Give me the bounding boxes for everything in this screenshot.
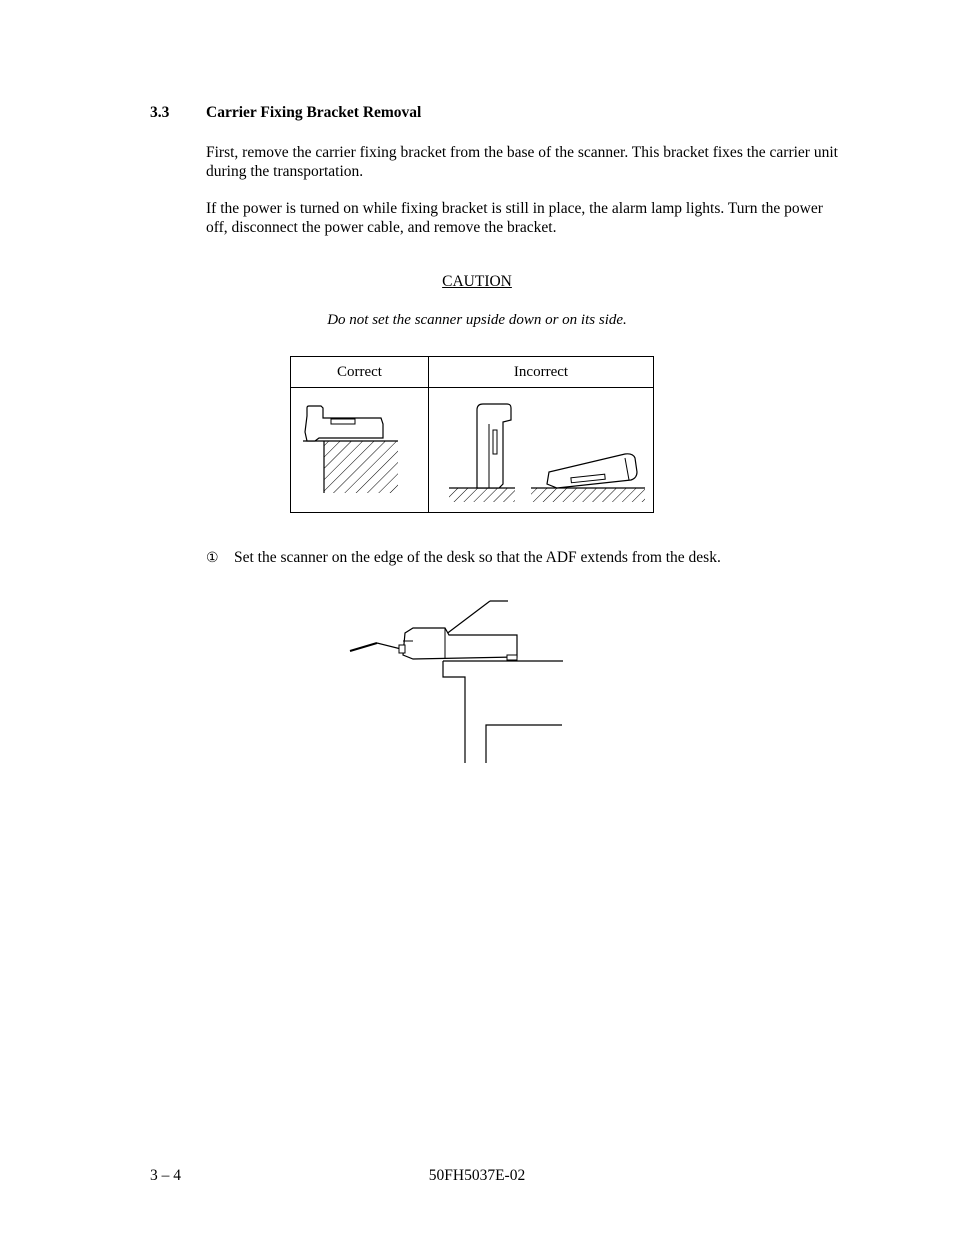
scanner-flat-on-desk-illustration xyxy=(291,388,428,512)
scanner-on-desk-edge-illustration xyxy=(345,595,570,770)
header-correct: Correct xyxy=(291,357,429,388)
section-title: Carrier Fixing Bracket Removal xyxy=(206,104,422,121)
paragraph-intro: First, remove the carrier fixing bracket from the base of the scanner. This bracket fixes the carrier unit during the transportation. xyxy=(206,144,838,180)
correct-illustration-cell xyxy=(291,388,429,513)
caution-heading: CAUTION xyxy=(442,273,512,290)
paragraph-alarm: If the power is turned on while fixing bracket is still in place, the alarm lamp lights. Turn the power off, disconnect the power cable, and remove the bracket. xyxy=(206,200,823,236)
page-number: 3 – 4 xyxy=(150,1167,181,1184)
section-number: 3.3 xyxy=(150,104,170,121)
orientation-table xyxy=(290,356,654,513)
caution-text: Do not set the scanner upside down or on its side. xyxy=(327,312,627,328)
document-id: 50FH5037E-02 xyxy=(428,1167,526,1184)
incorrect-illustration-cell xyxy=(429,388,654,513)
scanner-wrong-orientation-illustration xyxy=(429,388,653,512)
step-text: Set the scanner on the edge of the desk so that the ADF extends from the desk. xyxy=(234,549,721,566)
step-number: ① xyxy=(206,551,219,566)
header-incorrect: Incorrect xyxy=(429,357,654,388)
